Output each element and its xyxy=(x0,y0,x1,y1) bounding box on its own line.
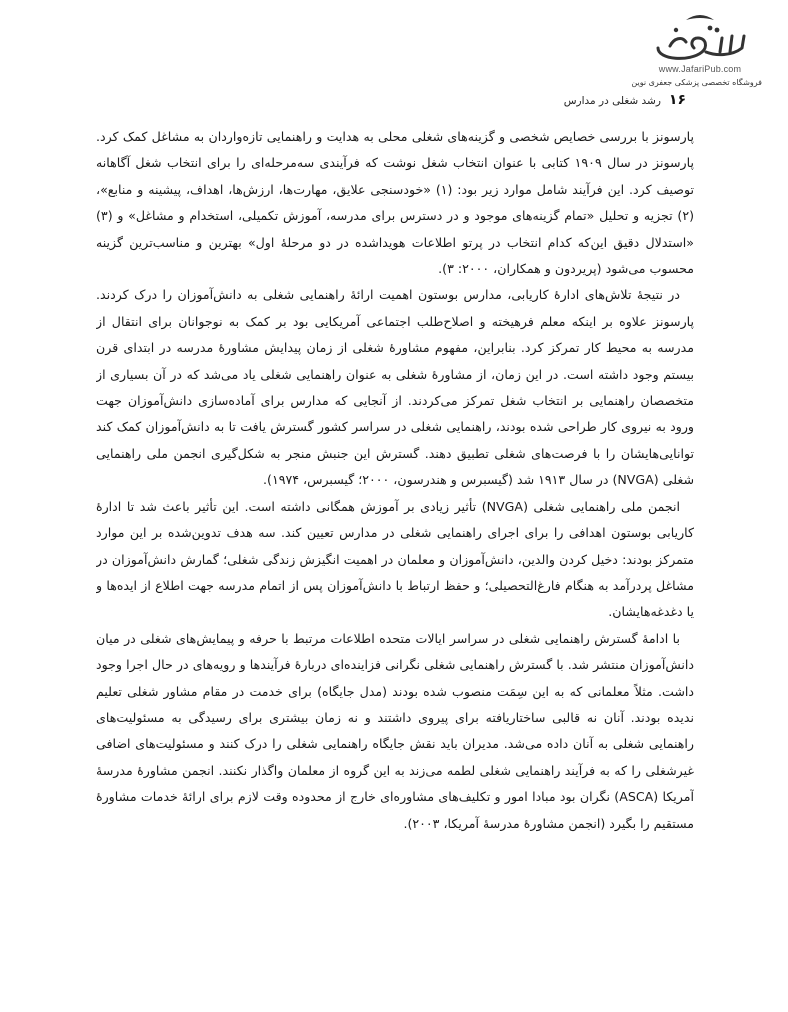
paragraph: با ادامهٔ گسترش راهنمایی شغلی در سراسر ایالات متحده اطلاعات مرتبط با حرفه و پیمایش‌های شغلی در میان دانش‌آموزان منتشر شد. با گسترش راهنمایی شغلی نگرانی فزاینده‌ای دربارهٔ فرآیندها و رویه‌های در حال اجرا وجود داشت. مثلاً معلمانی که به این سِمَت منصوب شده بودند (مدل جایگاه) برای خدمت در مقام مشاور شغلی تعلیم ندیده بودند. آنان نه قالبی ساختاریافته برای پیروی داشتند و نه زمان بیشتری برای رسیدگی به مسئولیت‌های راهنمایی شغلی به آنان داده می‌شد. مدیران باید نقش جایگاه راهنمایی شغلی را درک کنند و مسئولیت‌های اضافی غیرشغلی را که به فرآیند راهنمایی شغلی لطمه می‌زند به این گروه از معلمان واگذار نکنند. انجمن مشاورهٔ مدرسهٔ آمریکا (ASCA) نگران بود مبادا امور و تکلیف‌های مشاوره‌ای خارج از محدوده وقت لازم برای ارائهٔ خدمات مشاورهٔ مستقیم را بگیرد (انجمن مشاورهٔ مدرسهٔ آمریکا، ۲۰۰۳). xyxy=(96,630,694,831)
chapter-running-title: رشد شغلی در مدارس xyxy=(563,95,661,107)
publisher-website: www.JafariPub.com xyxy=(658,64,742,74)
paragraph: انجمن ملی راهنمایی شغلی (NVGA) تأثیر زیادی بر آموزش همگانی داشته است. این تأثیر باعث شد تا ادارهٔ کاریابی بوستون اهدافی را برای اجرای راهنمایی شغلی در مدارس تعیین کند. سه هدف تدوین‌شده بر این موارد متمرکز بودند: دخیل کردن والدین، دانش‌آموزان و معلمان در اهمیت انگیزش زندگی شغلی؛ گمارش دانش‌آموزان در مشاغل پردرآمد به هنگام فارغ‌التحصیلی؛ و حفظ ارتباط با دانش‌آموزان پس از اتمام مدرسه جهت اطلاع از ایده‌ها و یا دغدغه‌هایشان. xyxy=(96,498,694,620)
main-body-text xyxy=(96,124,694,924)
paragraph: در نتیجهٔ تلاش‌های ادارهٔ کاریابی، مدارس بوستون اهمیت ارائهٔ راهنمایی شغلی به دانش‌آموزان را درک کردند. پارسونز علاوه بر اینکه معلم فرهیخته و اصلاح‌طلب اجتماعی آمریکایی بود بر کمک به نوجوانان برای انتقال از مدرسه به محیط کار تمرکز کرد. بنابراین، مفهوم مشاورهٔ شغلی از زمان پیدایش مشاورهٔ مدرسه در ابتدای قرن بیستم وجود داشته است. در این زمان، از مشاورهٔ شغلی به عنوان راهنمایی شغلی یاد می‌شد که در آن بسیاری از متخصصان راهنمایی بر انتخاب شغل تمرکز می‌کردند. از آنجایی که مدارس برای آماده‌سازی دانش‌آموزان جهت ورود به نیروی کار طراحی شده بودند، راهنمایی شغلی در سراسر کشور گسترش یافت تا به دانش‌آموزان کمک کند توانایی‌هایشان را با فرصت‌های شغلی تطبیق دهند. گسترش این جنبش منجر به شکل‌گیری انجمن ملی راهنمایی شغلی (NVGA) در سال ۱۹۱۳ شد (گیسبرس و هندرسون، ۲۰۰۰؛ گیسبرس، ۱۹۷۴). xyxy=(96,287,694,488)
page-number: ۱۶ xyxy=(668,92,686,108)
paragraph: پارسونز با بررسی خصایص شخصی و گزینه‌های شغلی محلی به هدایت و راهنمایی تازه‌واردان به مشاغل کمک کرد. پارسونز در سال ۱۹۰۹ کتابی با عنوان انتخاب شغل نوشت که فرآیندی سه‌مرحله‌ای را برای انتخاب شغل آگاهانه توصیف کرد. این فرآیند شامل موارد زیر بود: (۱) «خودسنجی علایق، مهارت‌ها، ارزش‌ها، اهداف، پیشینه و منابع»، (۲) تجزیه و تحلیل «تمام گزینه‌های موجود و در دسترس برای مدرسه، آموزش تکمیلی، استخدام و مشاغل» و (۳) «استدلال دقیق این‌که کدام انتخاب در پرتو اطلاعات هویداشده در دو مرحلهٔ اول» بهترین و مناسب‌ترین گزینه محسوب می‌شود (پریردون و همکاران، ۲۰۰۰: ۳). xyxy=(96,129,694,277)
publisher-logo-icon xyxy=(650,8,750,66)
publisher-store-name: فروشگاه تخصصی پزشکی جعفری نوین xyxy=(631,78,762,87)
running-header xyxy=(564,92,686,108)
